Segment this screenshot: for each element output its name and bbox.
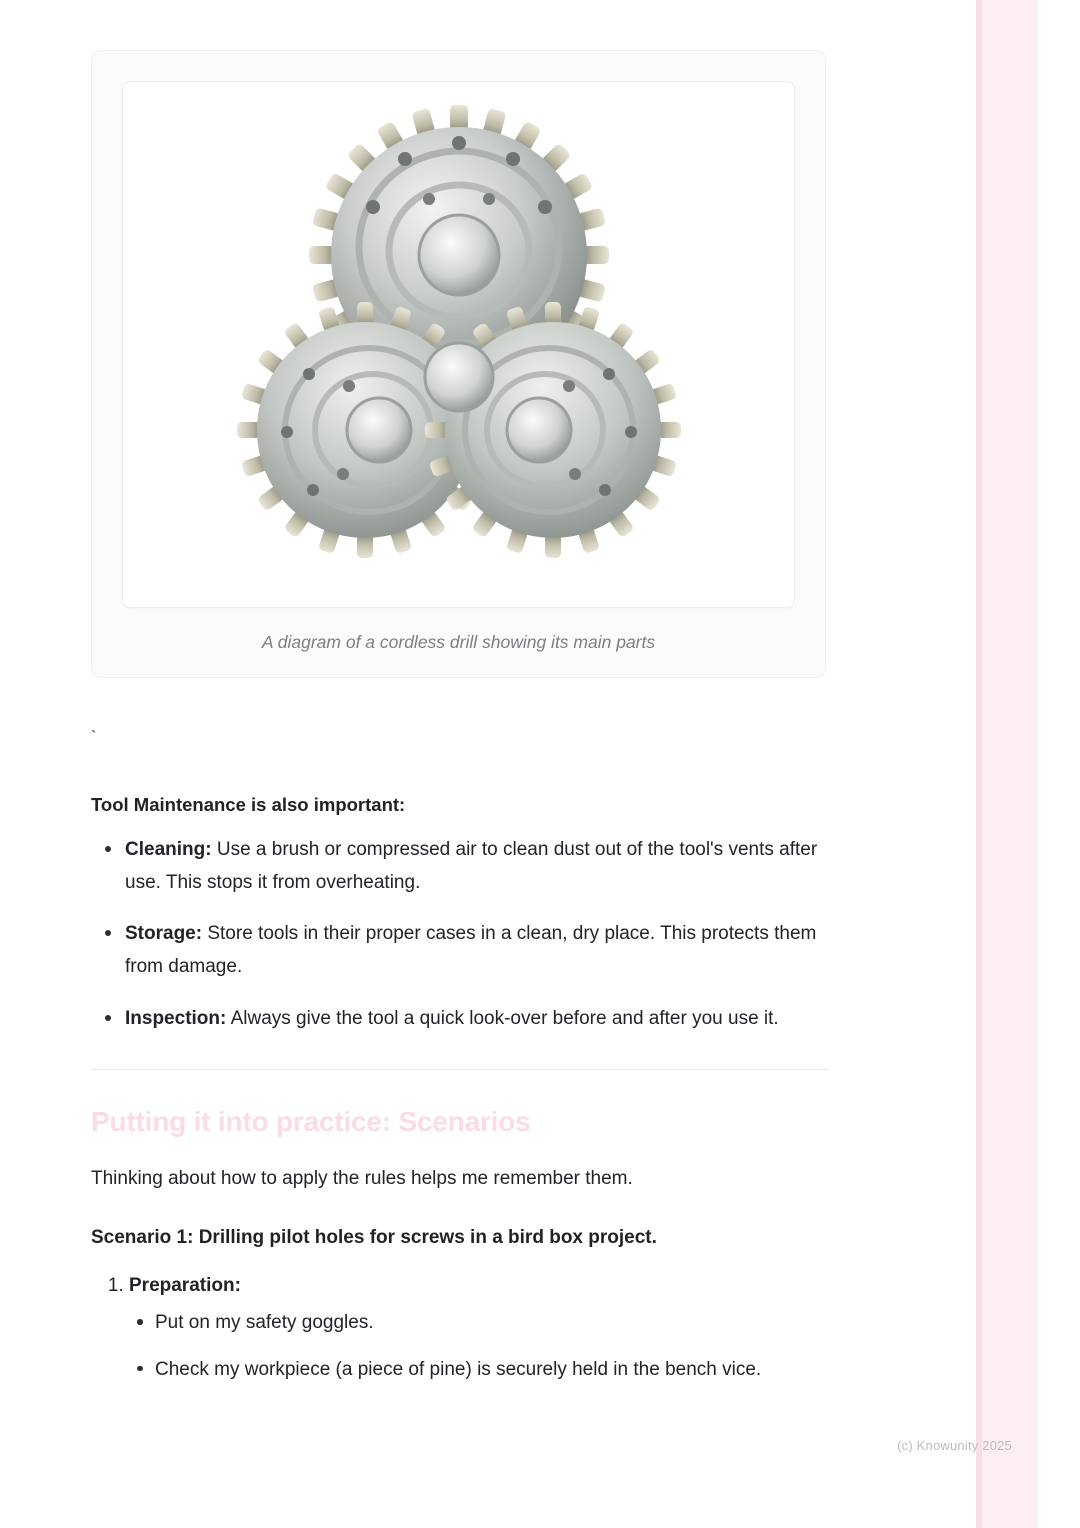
footer-copyright: (c) Knowunity 2025: [897, 1438, 1012, 1453]
section-divider: [91, 1069, 829, 1070]
list-item: [125, 834, 829, 899]
scenario-substeps: [129, 1307, 829, 1386]
document-content: [91, 0, 829, 1400]
list-item-text: Always give the tool a quick look-over before and after you use it.: [226, 1007, 779, 1029]
step-label: Preparation:: [129, 1274, 241, 1296]
stray-backtick: `: [91, 729, 97, 746]
figure-caption: A diagram of a cordless drill showing its main parts: [261, 632, 656, 652]
list-item-term: Storage:: [125, 923, 203, 945]
list-item-text: Use a brush or compressed air to clean dust out of the tool's vents after use. This stops it from overheating.: [125, 839, 818, 893]
substep-item: Check my workpiece (a piece of pine) is securely held in the bench vice.: [155, 1354, 829, 1387]
figure-card: [91, 50, 826, 678]
right-accent-band-edge: [976, 0, 982, 1528]
list-item: [125, 918, 829, 983]
scenario-steps: [91, 1271, 829, 1387]
step-item: [129, 1271, 829, 1387]
section-title-practice: Putting it into practice: Scenarios: [91, 1106, 531, 1138]
list-item-term: Cleaning:: [125, 839, 212, 860]
list-item-text: Store tools in their proper cases in a clean, dry place. This protects them from damage.: [125, 923, 817, 978]
maintenance-list: [91, 834, 829, 1035]
maintenance-heading: Tool Maintenance is also important:: [91, 794, 406, 815]
right-accent-band: [976, 0, 1038, 1528]
figure-image-frame: [122, 81, 795, 608]
list-item-term: Inspection:: [125, 1007, 227, 1029]
tricone-drill-bit-icon: [179, 105, 739, 585]
substep-item: Put on my safety goggles.: [155, 1307, 829, 1340]
practice-intro: Thinking about how to apply the rules helps me remember them.: [91, 1168, 633, 1190]
scenario-heading: Scenario 1: Drilling pilot holes for screws in a bird box project.: [91, 1226, 657, 1248]
list-item: [125, 1003, 829, 1036]
